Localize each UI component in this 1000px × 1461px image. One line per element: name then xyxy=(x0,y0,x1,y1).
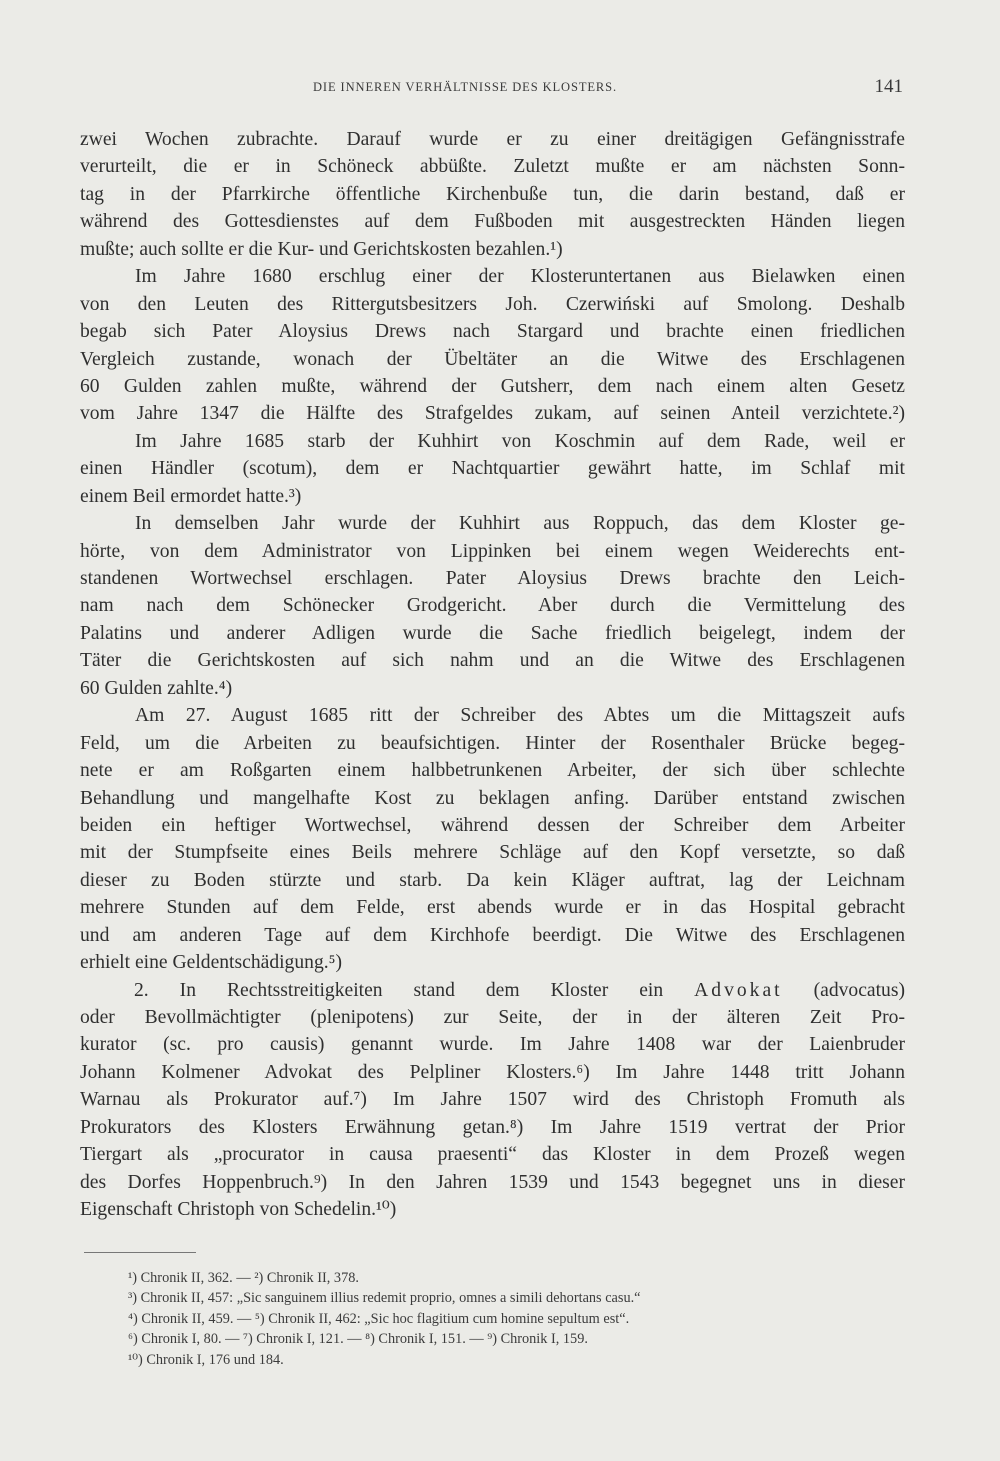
text-line: Warnau als Prokurator auf.⁷) Im Jahre 1507 wird des Christoph Fromuth als xyxy=(80,1089,905,1111)
text-line: tag in der Pfarrkirche öffentliche Kirchenbuße tun, die darin bestand, daß er xyxy=(80,183,905,205)
text-line: standenen Wortwechsel erschlagen. Pater Aloysius Drews brachte den Leich- xyxy=(80,568,905,589)
text-line: Palatins und anderer Adligen wurde die Sache friedlich beigelegt, indem der xyxy=(80,622,905,644)
text-line: Tiergart als „procurator in causa praesenti“ das Kloster in dem Prozeß wegen xyxy=(80,1144,905,1166)
body-text xyxy=(80,126,905,1224)
text-line: Eigenschaft Christoph von Schedelin.¹⁰) xyxy=(80,1199,397,1221)
text-line: kurator (sc. pro causis) genannt wurde. Im Jahre 1408 war der Laienbruder xyxy=(80,1034,905,1056)
text-line: verurteilt, die er in Schöneck abbüßte. Zuletzt mußte er am nächsten Sonn- xyxy=(80,156,905,178)
text-line: hörte, von dem Administrator von Lippinken bei einem wegen Weiderechts ent- xyxy=(80,540,905,562)
text-line: Johann Kolmener Advokat des Pelpliner Klosters.⁶) Im Jahre 1448 tritt Johann xyxy=(80,1061,905,1083)
spaced-term: Advokat xyxy=(694,979,783,1001)
text-line: des Dorfes Hoppenbruch.⁹) In den Jahren 1539 und 1543 begegnet uns in dieser xyxy=(80,1171,905,1193)
text-line: beiden ein heftiger Wortwechsel, während dessen der Schreiber dem Arbeiter xyxy=(80,814,905,836)
text-line: erhielt eine Geldentschädigung.⁵) xyxy=(80,952,342,974)
footnote: ¹) Chronik II, 362. — ²) Chronik II, 378. xyxy=(128,1270,359,1286)
text-line: Täter die Gerichtskosten auf sich nahm und an die Witwe des Erschlagenen xyxy=(80,650,905,672)
text-line: und am anderen Tage auf dem Kirchhofe beerdigt. Die Witwe des Erschlagenen xyxy=(80,924,905,946)
footnote: ³) Chronik II, 457: „Sic sanguinem illius redemit proprio, omnes a simili dehortans casu.“ xyxy=(128,1290,641,1307)
text-line-end: (advocatus) xyxy=(782,979,905,1001)
text-line: Feld, um die Arbeiten zu beaufsichtigen. Hinter der Rosenthaler Brücke begeg- xyxy=(80,732,905,754)
text-line: einen Händler (scotum), dem er Nachtquartier gewährt hatte, im Schlaf mit xyxy=(80,458,905,480)
text-line: Vergleich zustande, wonach der Übeltäter an die Witwe des Erschlagenen xyxy=(80,348,905,370)
footnote: ⁴) Chronik II, 459. — ⁵) Chronik II, 462: „Sic hoc flagitium cum homine sepultum est“. xyxy=(128,1310,630,1327)
text-line: Am 27. August 1685 ritt der Schreiber des Abtes um die Mittagszeit aufs xyxy=(135,705,905,727)
running-head xyxy=(80,76,905,104)
page-number: 141 xyxy=(874,76,903,97)
text-line: Im Jahre 1685 starb der Kuhhirt von Koschmin auf dem Rade, weil er xyxy=(135,430,905,452)
text-line: begab sich Pater Aloysius Drews nach Stargard und brachte einen friedlichen xyxy=(80,321,905,343)
running-title: DIE INNEREN VERHÄLTNISSE DES KLOSTERS. xyxy=(313,80,617,94)
text-line: Prokurators des Klosters Erwähnung getan.⁸) Im Jahre 1519 vertrat der Prior xyxy=(80,1116,905,1138)
text-line-with-spaced-word xyxy=(80,977,905,1004)
text-line: Im Jahre 1680 erschlug einer der Klosteruntertanen aus Bielawken einen xyxy=(135,266,905,288)
text-line: dieser zu Boden stürzte und starb. Da kein Kläger auftrat, lag der Leichnam xyxy=(80,869,905,891)
text-line: mußte; auch sollte er die Kur- und Gerichtskosten bezahlen.¹) xyxy=(80,238,563,260)
text-line: In demselben Jahr wurde der Kuhhirt aus Roppuch, das dem Kloster ge- xyxy=(135,513,905,535)
text-line: während des Gottesdienstes auf dem Fußboden mit ausgestreckten Händen liegen xyxy=(80,211,905,233)
footnote: ⁶) Chronik I, 80. — ⁷) Chronik I, 121. — ⁸) Chronik I, 151. — ⁹) Chronik I, 159. xyxy=(128,1331,588,1348)
text-line: Behandlung und mangelhafte Kost zu beklagen anfing. Darüber entstand zwischen xyxy=(80,787,905,809)
footnote-divider xyxy=(84,1252,196,1253)
text-line: nam nach dem Schönecker Grodgericht. Aber durch die Vermittelung des xyxy=(80,595,905,617)
text-line: vom Jahre 1347 die Hälfte des Strafgeldes zukam, auf seinen Anteil verzichtete.²) xyxy=(80,403,905,425)
text-line: von den Leuten des Rittergutsbesitzers Joh. Czerwiński auf Smolong. Deshalb xyxy=(80,293,905,315)
text-line: zwei Wochen zubrachte. Darauf wurde er zu einer dreitägigen Gefängnisstrafe xyxy=(80,129,905,150)
text-line-start: 2. In Rechtsstreitigkeiten stand dem Kloster ein xyxy=(134,979,664,1001)
text-line: mehrere Stunden auf dem Felde, erst abends wurde er in das Hospital gebracht xyxy=(80,897,905,919)
text-line: 60 Gulden zahlen mußte, während der Gutsherr, dem nach einem alten Gesetz xyxy=(80,375,905,397)
text-line: 60 Gulden zahlte.⁴) xyxy=(80,677,233,699)
text-line: oder Bevollmächtigter (plenipotens) zur Seite, der in der älteren Zeit Pro- xyxy=(80,1007,905,1028)
text-line: nete er am Roßgarten einem halbbetrunkenen Arbeiter, der sich über schlechte xyxy=(80,760,905,782)
text-line: mit der Stumpfseite eines Beils mehrere Schläge auf den Kopf versetzte, so daß xyxy=(80,842,905,864)
footnotes xyxy=(128,1268,918,1370)
text-line: einem Beil ermordet hatte.³) xyxy=(80,485,302,507)
footnote: ¹⁰) Chronik I, 176 und 184. xyxy=(128,1351,284,1368)
